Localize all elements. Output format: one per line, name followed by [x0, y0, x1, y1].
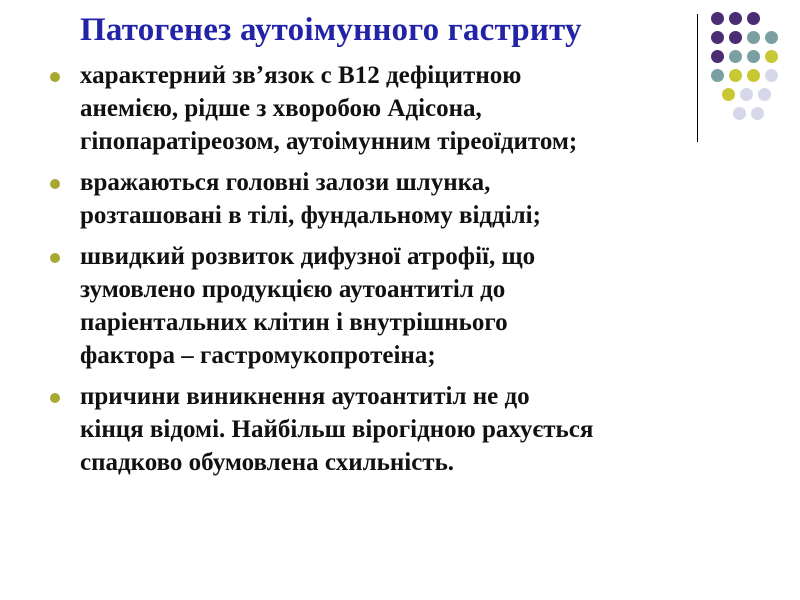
- bullet-dot-icon: [50, 253, 60, 263]
- bullet-text-line: кінця відомі. Найбільш вірогідною рахується: [80, 416, 594, 443]
- bullet-text-line: анемією, рідше з хворобою Адісона,: [80, 95, 482, 122]
- circle-dot-icon: [765, 31, 778, 44]
- bullet-text-line: спадково обумовлена схильність.: [80, 449, 455, 476]
- bullet-item: [0, 240, 800, 372]
- bullet-text-line: причини виникнення аутоантитіл не до: [80, 383, 530, 410]
- bullet-item: [0, 380, 800, 479]
- bullet-text-line: характерний звʼязок с В12 дефіцитною: [80, 62, 522, 89]
- bullet-item: [0, 59, 800, 158]
- bullet-dot-icon: [50, 72, 60, 82]
- bullet-list: [0, 59, 800, 487]
- bullet-text-line: вражаються головні залози шлунка,: [80, 169, 491, 196]
- circle-dot-icon: [747, 31, 760, 44]
- bullet-dot-icon: [50, 179, 60, 189]
- bullet-text-line: гіпопаратіреозом, аутоімунним тіреоїдитом;: [80, 128, 578, 155]
- slide-title: Патогенез аутоімунного гастриту: [80, 12, 582, 48]
- circle-dot-icon: [711, 31, 724, 44]
- circle-dot-icon: [729, 12, 742, 25]
- bullet-text-line: паріентальних клітин і внутрішнього: [80, 309, 508, 336]
- circle-dot-icon: [729, 31, 742, 44]
- circle-dot-icon: [711, 12, 724, 25]
- bullet-dot-icon: [50, 393, 60, 403]
- bullet-text-line: фактора – гастромукопротеіна;: [80, 342, 436, 369]
- circle-dot-icon: [747, 12, 760, 25]
- bullet-item: [0, 166, 800, 232]
- bullet-text-line: зумовлено продукцією аутоантитіл до: [80, 276, 506, 303]
- bullet-text-line: розташовані в тілі, фундальному відділі;: [80, 202, 541, 229]
- bullet-text-line: швидкий розвиток дифузної атрофії, що: [80, 243, 536, 270]
